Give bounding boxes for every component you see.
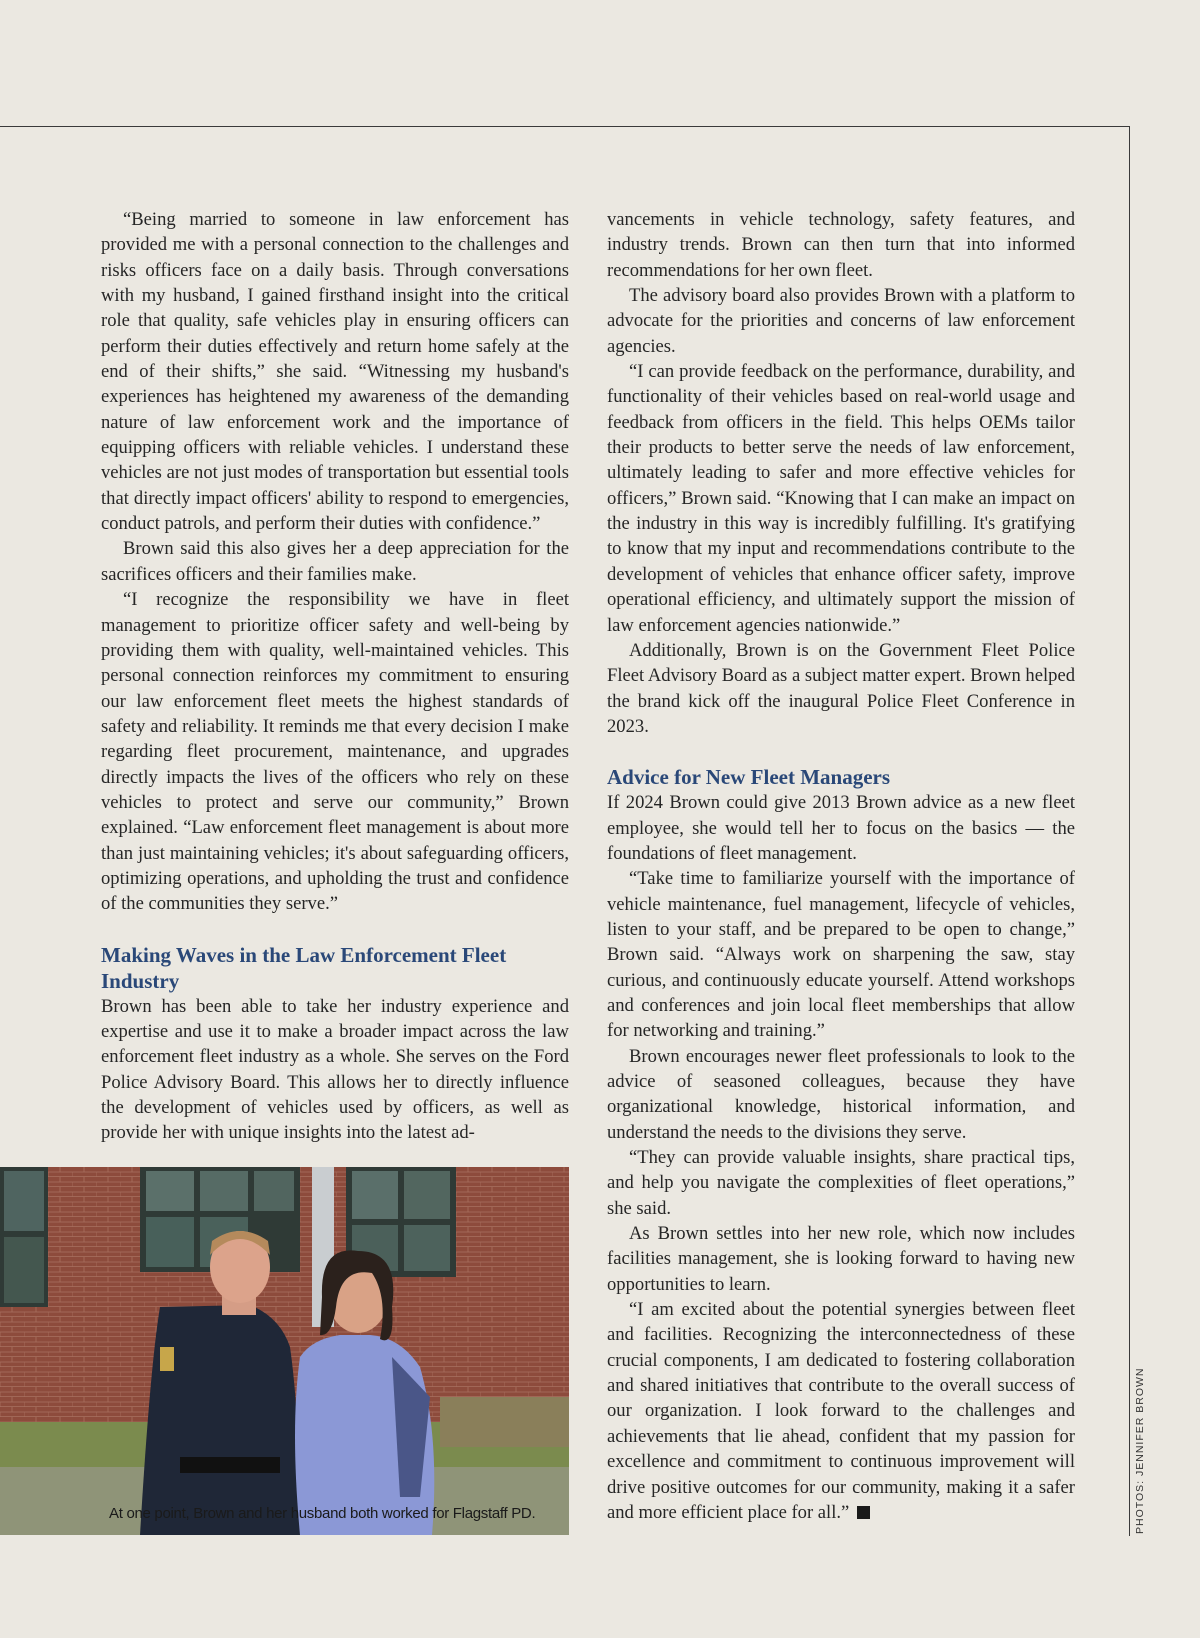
paragraph: “Take time to familiarize yourself with the importance of vehicle maintenance, fuel management, lifecycle of vehicles, listen to your staff, and be prepared to be open to change,” Brown said. “Always work on sharpening the saw, stay curious, and continuously educate yourself. Attend workshops and conferences and join local fleet memberships that allow for networking and training.”	[607, 868, 1075, 1042]
paragraph: If 2024 Brown could give 2013 Brown advice as a new fleet employee, she would tell her to focus on the basics — the foundations of fleet management.	[607, 792, 1075, 864]
frame-right-rule	[1129, 126, 1130, 1536]
paragraph: “They can provide valuable insights, share practical tips, and help you navigate the complexities of fleet operations,” she said.	[607, 1147, 1075, 1219]
article-column-right	[607, 207, 1075, 1525]
section-heading: Advice for New Fleet Managers	[607, 765, 891, 790]
paragraph: “I recognize the responsibility we have in fleet management to prioritize officer safety and well-being by providing them with quality, well-maintained vehicles. This personal connection reinforces my commitment to ensuring our law enforcement fleet meets the highest standards of safety and reliability. It reminds me that every decision I make regarding fleet procurement, maintenance, and upgrades directly impacts the lives of the officers who rely on these vehicles to protect and serve our community,” Brown explained. “Law enforcement fleet management is about more than just maintaining vehicles; it's about safeguarding officers, optimizing operations, and upholding the trust and confidence of the communities they serve.”	[101, 589, 569, 915]
paragraph-final	[607, 1297, 1075, 1525]
paragraph: “Being married to someone in law enforcement has provided me with a personal connection to the challenges and risks officers face on a daily basis. Through conversations with my husband, I gained firsthand insight into the critical role that quality, safe vehicles play in ensuring officers can perform their duties effectively and return home safely at the end of their shifts,” she said. “Witnessing my husband's experiences has heightened my awareness of the demanding nature of law enforcement work and the importance of equipping officers with reliable vehicles. I understand these vehicles are not just modes of transportation but essential tools that directly impact officers' ability to respond to emergencies, conduct patrols, and perform their duties with confidence.”	[101, 209, 569, 535]
frame-top-rule	[0, 126, 1130, 127]
section-heading: Making Waves in the Law Enforcement Fleet Industry	[101, 942, 507, 993]
final-paragraph-text: “I am excited about the potential synergies between fleet and facilities. Recognizing the interconnectedness of these crucial components, I am dedicated to fostering collaboration and shared initiatives that contribute to the overall success of our organization. I look forward to the challenges and achievements that lie ahead, confident that my passion for excellence and commitment to continuous improvement will drive positive outcomes for our community, making it a safer and more efficient place for all.”	[607, 1299, 1075, 1523]
end-mark-icon	[857, 1506, 870, 1519]
paragraph: As Brown settles into her new role, which now includes facilities management, she is looking forward to having new opportunities to learn.	[607, 1223, 1075, 1295]
paragraph: Brown has been able to take her industry experience and expertise and use it to make a broader impact across the law enforcement fleet industry as a whole. She serves on the Ford Police Advisory Board. This allows her to directly influence the development of vehicles used by officers, as well as provide her with unique insights into the latest ad-	[101, 995, 569, 1144]
paragraph: The advisory board also provides Brown with a platform to advocate for the priorities and concerns of law enforcement agencies.	[607, 285, 1075, 357]
article-column-left	[101, 207, 569, 1146]
paragraph: vancements in vehicle technology, safety features, and industry trends. Brown can then turn that into informed recommendations for her own fleet.	[607, 209, 1075, 281]
paragraph: “I can provide feedback on the performance, durability, and functionality of their vehicles based on real-world usage and feedback from officers in the field. This helps OEMs tailor their products to better serve the needs of law enforcement, ultimately leading to safer and more effective vehicles for officers,” Brown said. “Knowing that I can make an impact on the industry in this way is incredibly fulfilling. It's gratifying to know that my input and recommendations contribute to the development of vehicles that enhance officer safety, improve operational efficiency, and ultimately support the mission of law enforcement agencies nationwide.”	[607, 361, 1075, 636]
paragraph: Brown encourages newer fleet professionals to look to the advice of seasoned colleagues, because they have organizational knowledge, historical information, and understand the needs to the divisions they serve.	[607, 1045, 1075, 1143]
couple-photo	[0, 1167, 569, 1535]
paragraph: Brown said this also gives her a deep appreciation for the sacrifices officers and their families make.	[101, 538, 569, 585]
photo-caption: At one point, Brown and her husband both worked for Flagstaff PD.	[109, 1505, 536, 1522]
photo-illustration	[0, 1167, 569, 1535]
paragraph: Additionally, Brown is on the Government Fleet Police Fleet Advisory Board as a subject matter expert. Brown helped the brand kick off the inaugural Police Fleet Conference in 2023.	[607, 639, 1075, 737]
photo-credit: PHOTOS: JENNIFER BROWN	[1134, 1367, 1146, 1534]
